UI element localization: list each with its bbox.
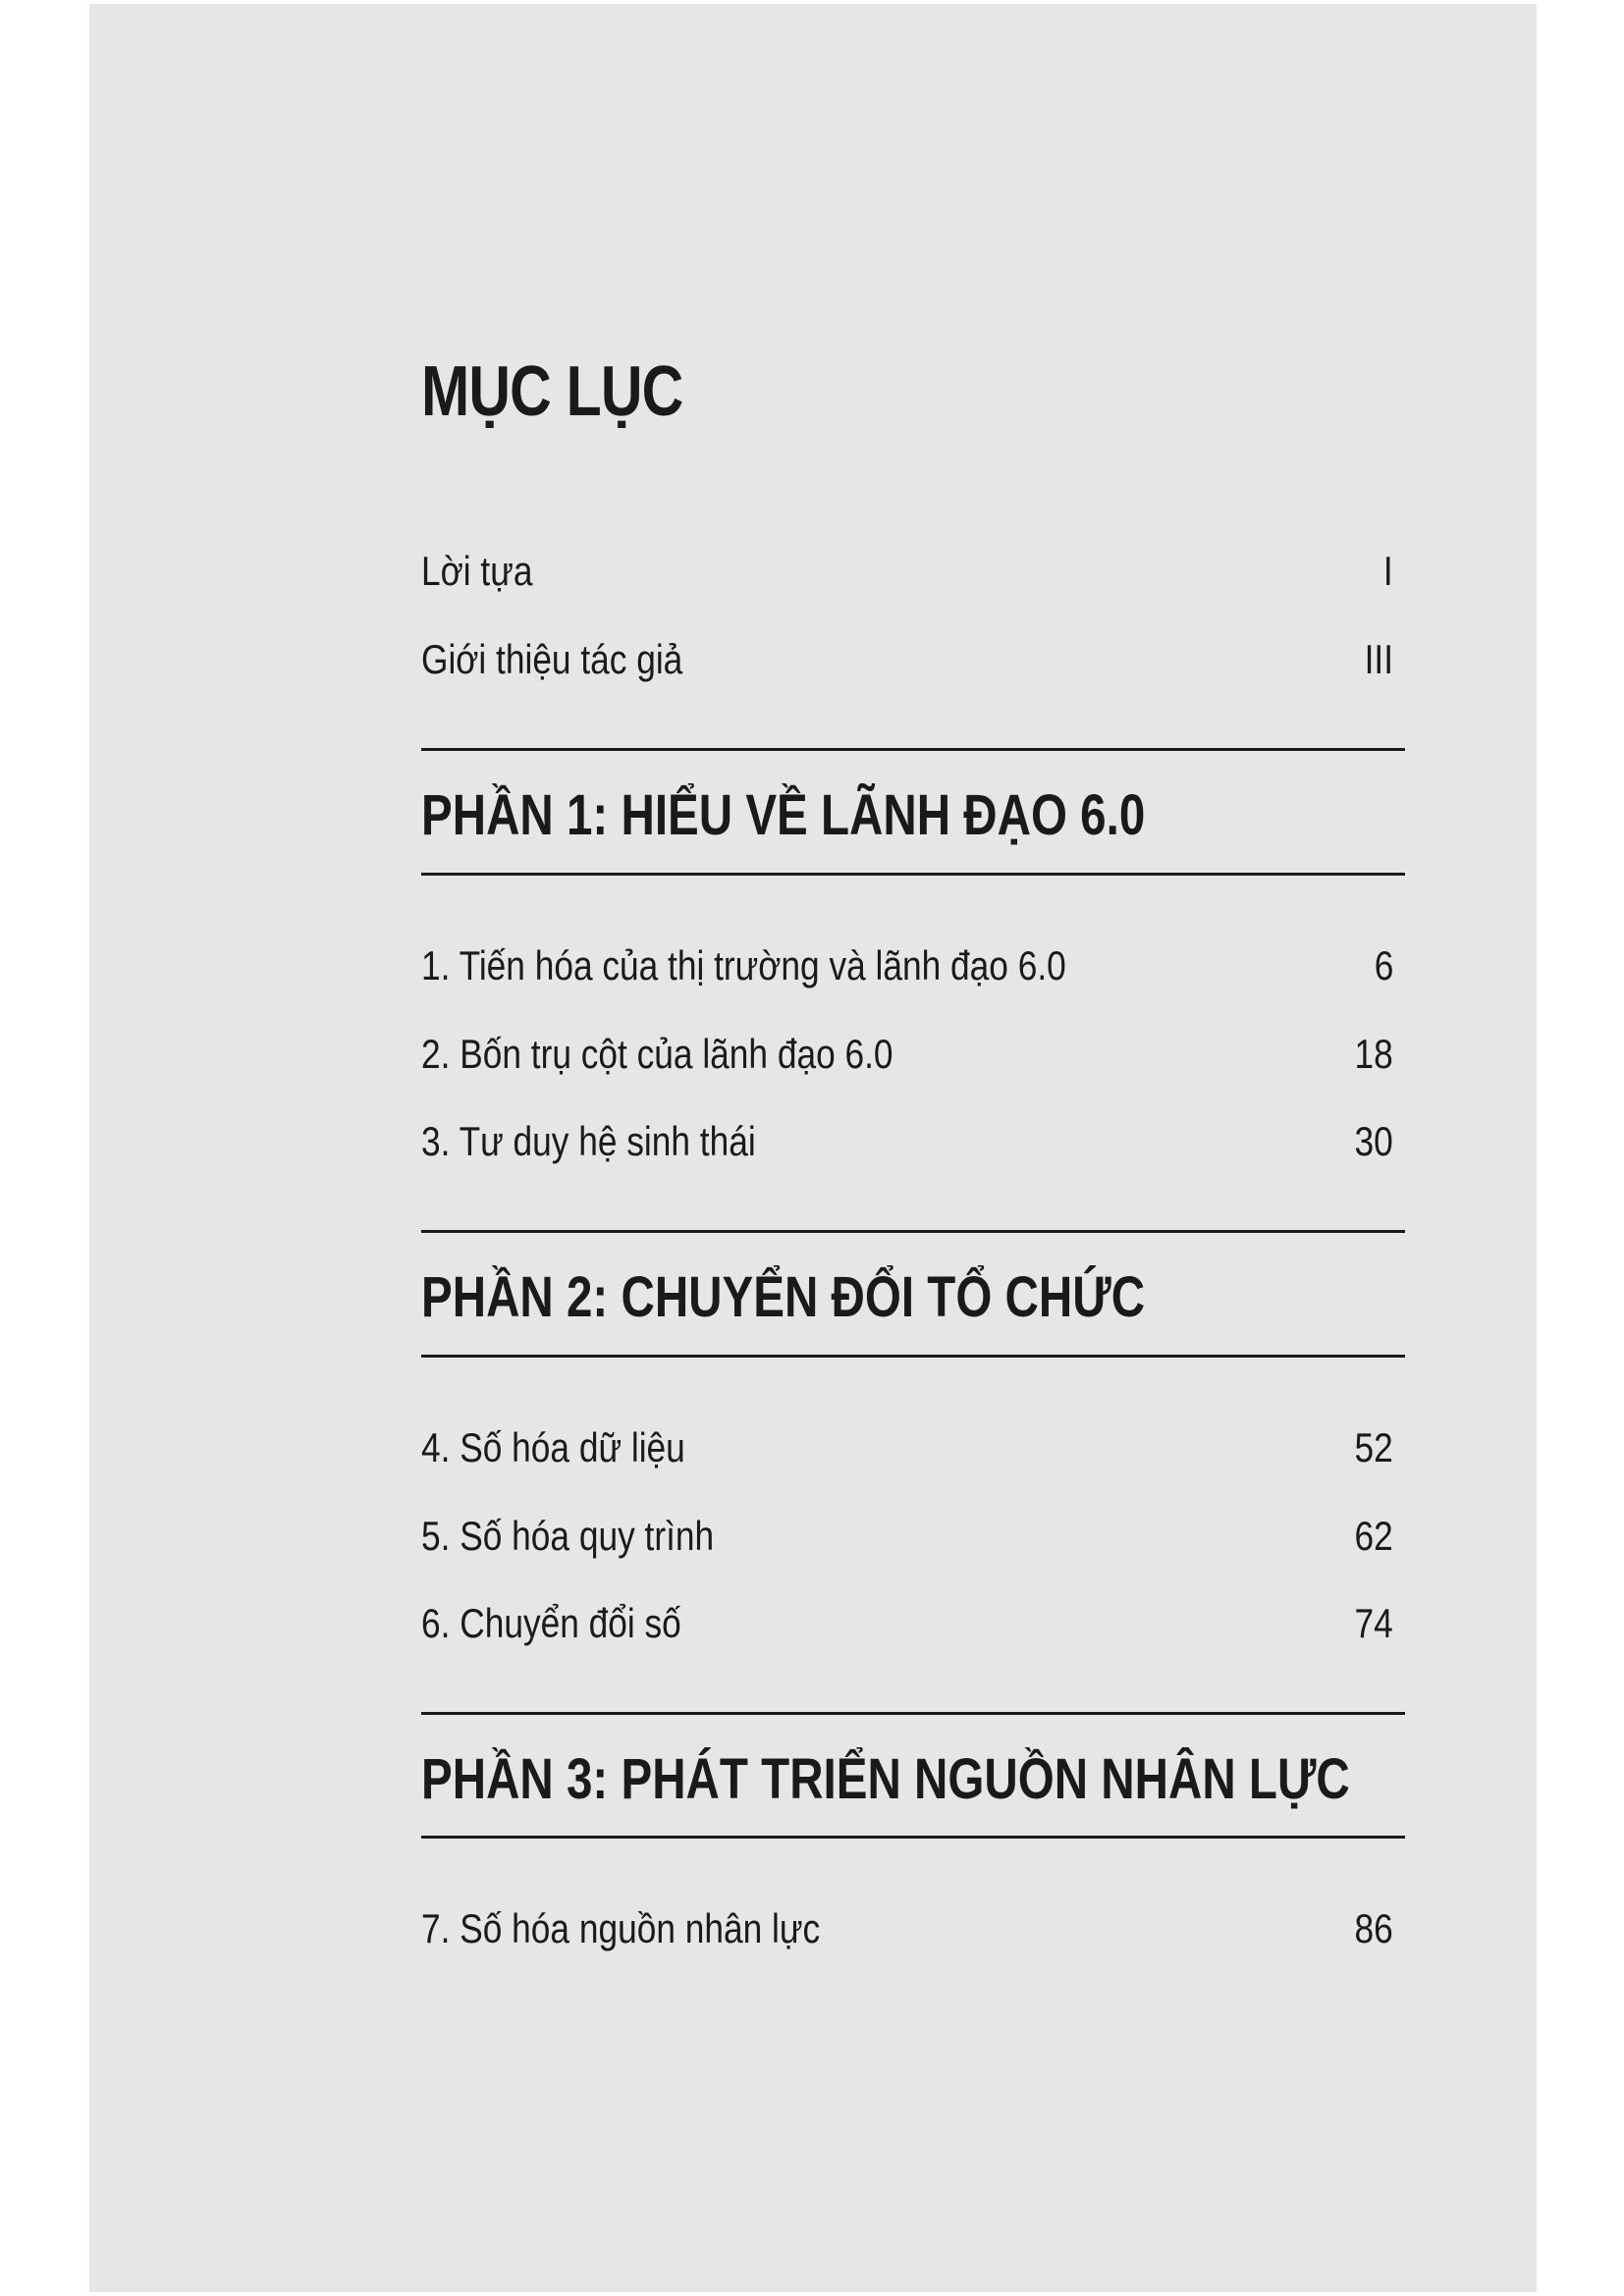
entry-page-number: I (1383, 548, 1393, 594)
entry-label: 7. Số hóa nguồn nhân lực (421, 1905, 821, 1951)
toc-entry-chapter-5 (421, 1507, 1393, 1566)
toc-entry-chapter-4 (421, 1418, 1393, 1477)
part-divider-bottom (421, 1355, 1405, 1358)
entry-page-number: 52 (1354, 1424, 1393, 1470)
entry-label: 4. Số hóa dữ liệu (421, 1424, 685, 1470)
toc-entry-preface (421, 542, 1393, 601)
entry-page-number: 6 (1374, 942, 1393, 988)
toc-entry-chapter-7 (421, 1899, 1393, 1958)
entry-page-number: 30 (1354, 1118, 1393, 1164)
toc-entry-author-intro (421, 630, 1393, 689)
entry-label: 5. Số hóa quy trình (421, 1513, 715, 1559)
entry-page-number: III (1364, 636, 1393, 682)
part-divider-bottom (421, 1836, 1405, 1839)
entry-label: Giới thiệu tác giả (421, 636, 683, 682)
entry-label: 1. Tiến hóa của thị trường và lãnh đạo 6.0 (421, 942, 1066, 988)
part-heading-2: PHẦN 2: CHUYỂN ĐỔI TỔ CHỨC (421, 1265, 1146, 1329)
entry-page-number: 86 (1354, 1905, 1393, 1951)
book-page (89, 4, 1537, 2292)
entry-label: Lời tựa (421, 548, 533, 594)
entry-page-number: 62 (1354, 1513, 1393, 1559)
entry-page-number: 74 (1354, 1600, 1393, 1646)
entry-label: 2. Bốn trụ cột của lãnh đạo 6.0 (421, 1031, 893, 1077)
toc-entry-chapter-6 (421, 1594, 1393, 1653)
part-heading-3: PHẦN 3: PHÁT TRIỂN NGUỒN NHÂN LỰC (421, 1747, 1350, 1811)
part-divider-top (421, 1230, 1405, 1233)
toc-entry-chapter-3 (421, 1112, 1393, 1171)
entry-label: 3. Tư duy hệ sinh thái (421, 1118, 756, 1164)
toc-entry-chapter-1 (421, 936, 1393, 995)
entry-page-number: 18 (1354, 1031, 1393, 1077)
entry-label: 6. Chuyển đổi số (421, 1600, 681, 1646)
part-divider-top (421, 748, 1405, 751)
part-divider-bottom (421, 873, 1405, 876)
toc-title: MỤC LỤC (421, 352, 683, 431)
part-heading-1: PHẦN 1: HIỂU VỀ LÃNH ĐẠO 6.0 (421, 783, 1146, 847)
part-divider-top (421, 1712, 1405, 1715)
toc-entry-chapter-2 (421, 1025, 1393, 1084)
